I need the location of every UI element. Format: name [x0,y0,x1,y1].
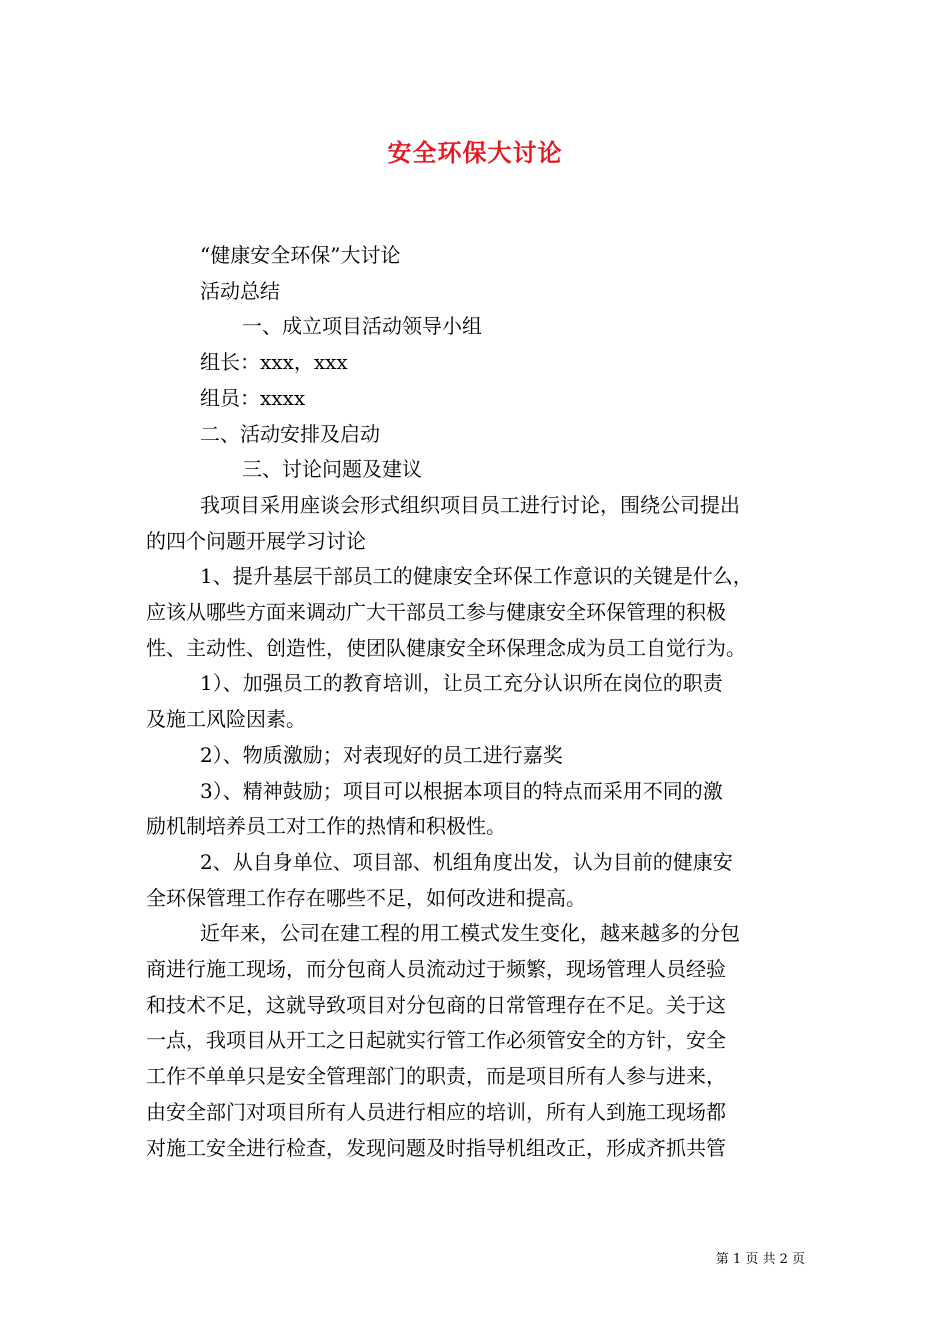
paragraph-line: 组长：xxx，xxx [200,350,348,375]
paragraph-line: “健康安全环保”大讨论 [200,243,401,267]
paragraph-line: 活动总结 [200,278,280,303]
paragraph-line: 三、讨论问题及建议 [242,457,422,482]
paragraph-line: 2）、物质激励；对表现好的员工进行嘉奖 [200,742,563,767]
paragraph-line: 2、从自身单位、项目部、机组角度出发，认为目前的健康安 [200,849,733,874]
paragraph-line: 一点，我项目从开工之日起就实行管工作必须管安全的方针，安全 [146,1028,726,1053]
paragraph-line: 一、成立项目活动领导小组 [242,314,482,339]
paragraph-line: 商进行施工现场，而分包商人员流动过于频繁，现场管理人员经验 [146,957,726,982]
paragraph-line: 励机制培养员工对工作的热情和积极性。 [146,814,506,839]
document-title: 安全环保大讨论 [387,138,563,167]
paragraph-line: 二、活动安排及启动 [200,421,380,446]
page-number: 第 1 页 共 2 页 [715,1252,805,1267]
paragraph-line: 组员：xxxx [200,385,306,410]
paragraph-line: 1、提升基层干部员工的健康安全环保工作意识的关键是什么， [200,564,753,589]
paragraph-line: 及施工风险因素。 [146,707,306,732]
paragraph-line: 应该从哪些方面来调动广大干部员工参与健康安全环保管理的积极 [146,600,726,625]
paragraph-line: 全环保管理工作存在哪些不足，如何改进和提高。 [146,885,586,910]
paragraph-line: 对施工安全进行检查，发现问题及时指导机组改正，形成齐抓共管 [146,1135,726,1160]
paragraph-line: 由安全部门对项目所有人员进行相应的培训，所有人到施工现场都 [146,1099,726,1124]
paragraph-line: 1）、加强员工的教育培训，让员工充分认识所在岗位的职责 [200,671,723,696]
paragraph-line: 工作不单单只是安全管理部门的职责，而是项目所有人参与进来， [146,1064,726,1089]
paragraph-line: 3）、精神鼓励；项目可以根据本项目的特点而采用不同的激 [200,778,723,803]
paragraph-line: 的四个问题开展学习讨论 [146,528,366,553]
document-body [146,238,806,1166]
paragraph-line: 性、主动性、创造性，使团队健康安全环保理念成为员工自觉行为。 [146,635,746,660]
paragraph-line: 和技术不足，这就导致项目对分包商的日常管理存在不足。关于这 [146,992,726,1017]
paragraph-line: 近年来，公司在建工程的用工模式发生变化，越来越多的分包 [200,921,740,946]
paragraph-line: 我项目采用座谈会形式组织项目员工进行讨论，围绕公司提出 [200,492,740,517]
